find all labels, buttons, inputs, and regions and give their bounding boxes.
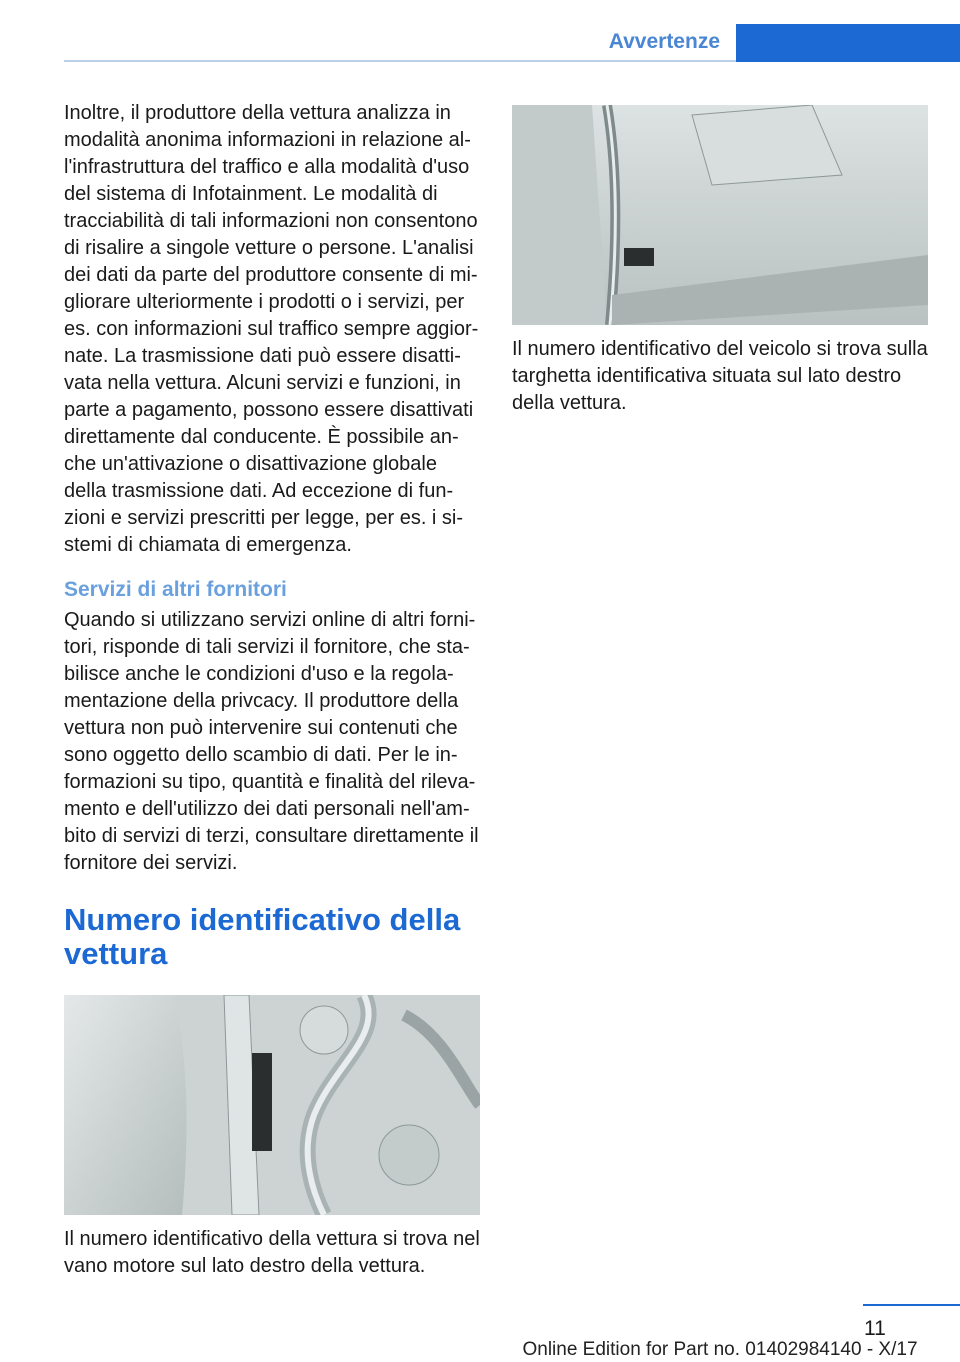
- paragraph-third-party: Quando si utilizzano servizi online di altri forni‐ tori, risponde di tali servizi il fornitore, che sta‐ bilisce anche le condizioni d'uso e la regola‐ mentazione della privcacy. Il produttore della vettura non può intervenire sui contenuti che sono oggetto dello scambio di dati. Per le in‐ formazioni su tipo, quantità e finalità del rileva‐ mento e dell'utilizzo dei dati personali nell'am‐ bito di servizi di terzi, consultare direttamente il fornitore dei servizi.: [64, 609, 479, 874]
- page-section-title: Avvertenze: [608, 30, 720, 53]
- subheading-third-party-services: Servizi di altri fornitori: [64, 578, 287, 601]
- paragraph-data-analysis: Inoltre, il produttore della vettura analizza in modalità anonima informazioni in relazione al‐ l'infrastruttura del traffico e alla modalità d'uso del sistema di Infotainment. Le modalità di tracciabilità di tali informazioni non consentono di risalire a singole vetture o persone. L'analisi dei dati da parte del produttore consente di mi‐ gliorare ulteriormente i prodotti o i servizi, per es. con informazioni sul traffico sempre aggior‐ nate. La trasmissione dati può essere disatti‐ vata nella vettura. Alcuni servizi e funzioni, in parte a pagamento, possono essere disattivati direttamente dal conducente. È possibile an‐ che un'attivazione o disattivazione globale della trasmissione dati. Ad eccezione di fun‐ zioni e servizi prescritti per legge, per es. i si‐ stemi di chiamata di emergenza.: [64, 102, 479, 556]
- door-sill-drawing: [512, 105, 928, 325]
- edition-footer: Online Edition for Part no. 01402984140 - X/17: [522, 1339, 918, 1360]
- right-column: [512, 105, 928, 417]
- left-column: [64, 100, 480, 1280]
- engine-compartment-drawing: [64, 995, 480, 1215]
- page-number: 11: [864, 1317, 886, 1340]
- section-heading-vin: Numero identificativo della vettura: [64, 902, 461, 971]
- figure-caption-engine: Il numero identificativo della vettura si trova nel vano motore sul lato destro della vettura.: [64, 1228, 480, 1277]
- footer-rule: [863, 1304, 960, 1306]
- door-sill-illustration: [512, 105, 928, 325]
- figure-caption-door: Il numero identificativo del veicolo si trova sulla targhetta identificativa situata sul lato destro della vettura.: [512, 338, 928, 414]
- engine-compartment-illustration: [64, 995, 480, 1215]
- header-tab: [736, 24, 960, 62]
